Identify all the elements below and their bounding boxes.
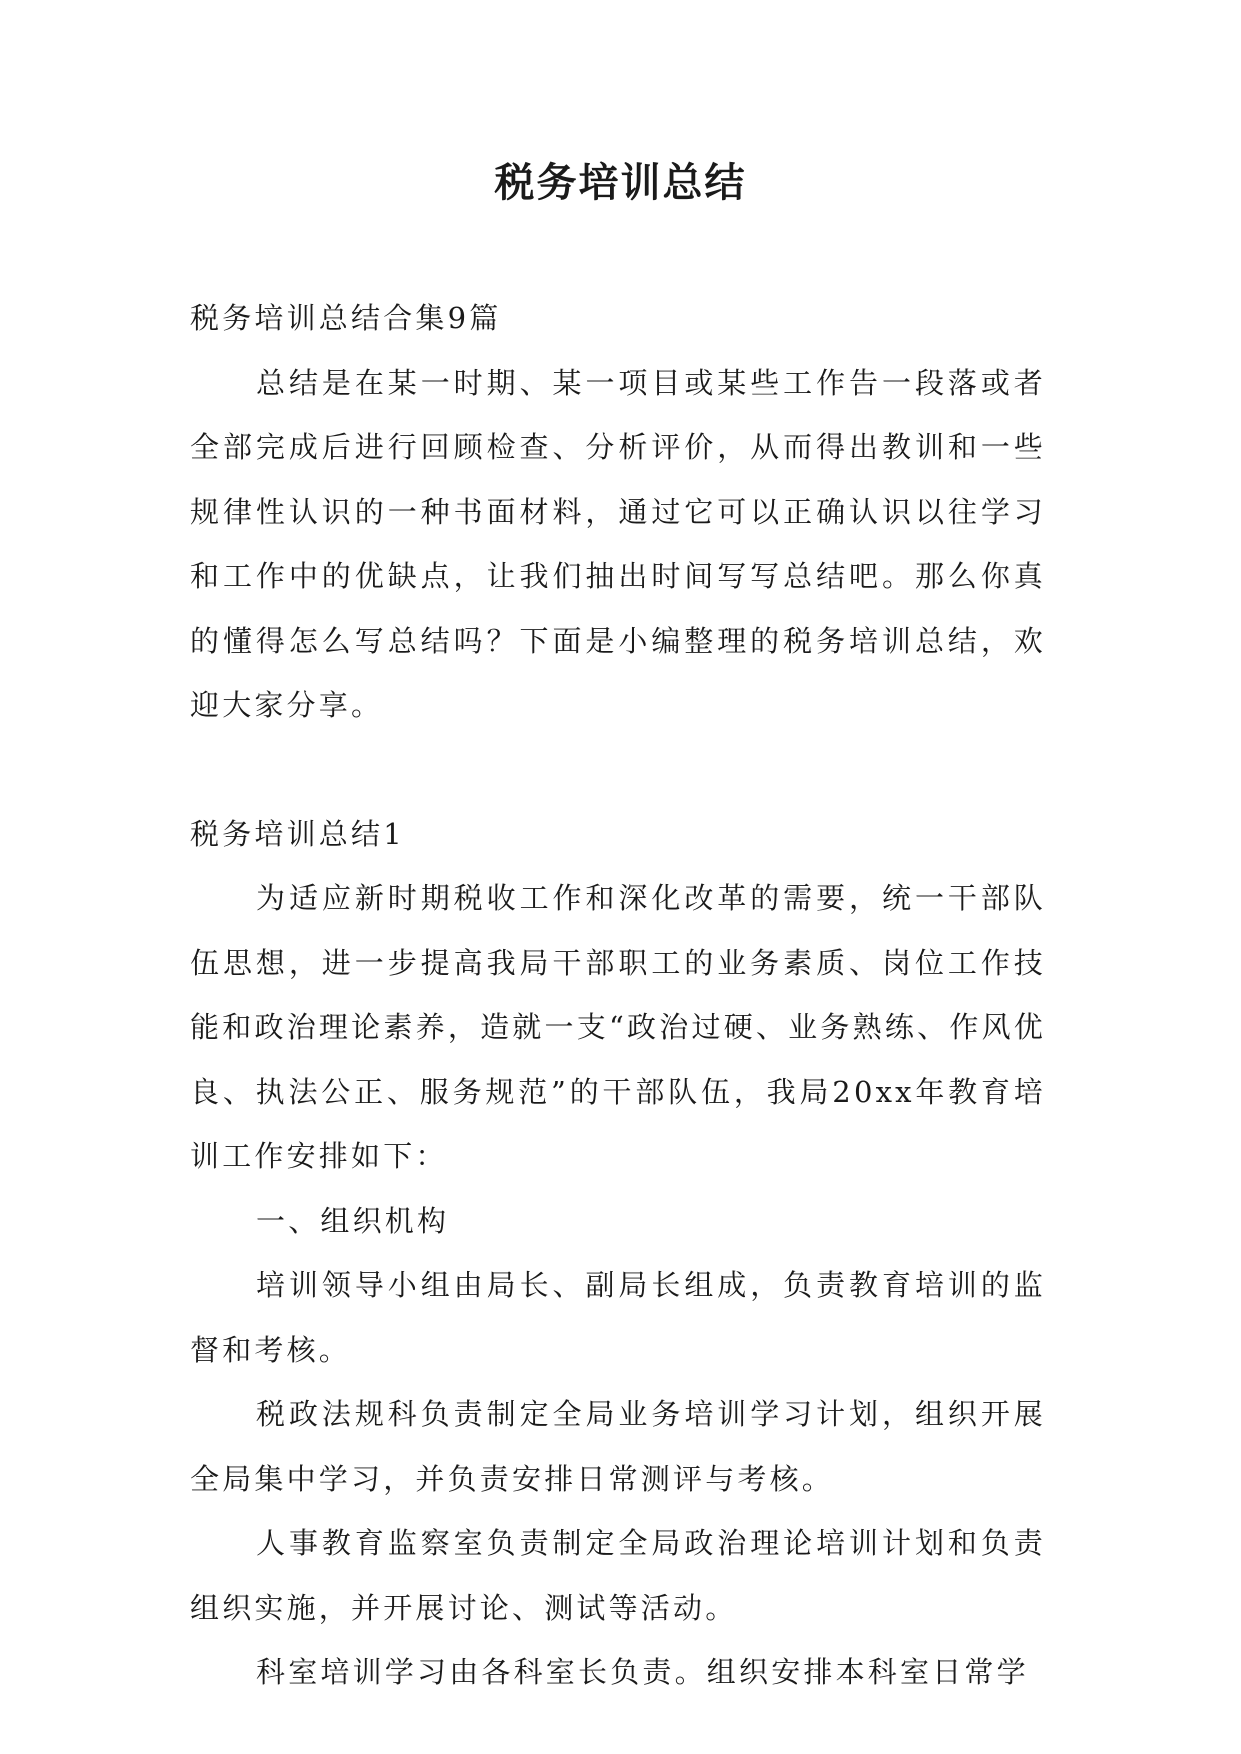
section-spacer <box>190 738 1046 802</box>
body-paragraph: 人事教育监察室负责制定全局政治理论培训计划和负责组织实施，并开展讨论、测试等活动。 <box>190 1526 1046 1625</box>
body-paragraph: 培训领导小组由局长、副局长组成，负责教育培训的监督和考核。 <box>190 1268 1046 1367</box>
intro-paragraph: 总结是在某一时期、某一项目或某些工作告一段落或者全部完成后进行回顾检查、分析评价，从而得出教训和一些规律性认识的一种书面材料，通过它可以正确认识以往学习和工作中的优缺点，让我们抽出时间写写总结吧。那么你真的懂得怎么写总结吗？下面是小编整理的税务培训总结，欢迎大家分享。 <box>190 365 1046 722</box>
body-paragraph: 科室培训学习由各科室长负责。组织安排本科室日常学 <box>256 1655 1029 1689</box>
document-title: 税务培训总结 <box>494 159 747 206</box>
document-body <box>190 286 1046 1705</box>
section-heading: 税务培训总结1 <box>190 816 405 851</box>
subsection-heading: 一、组织机构 <box>256 1203 450 1238</box>
body-paragraph: 税政法规科负责制定全局业务培训学习计划，组织开展全局集中学习，并负责安排日常测评与考核。 <box>190 1397 1046 1496</box>
body-paragraph: 为适应新时期税收工作和深化改革的需要，统一干部队伍思想，进一步提高我局干部职工的业务素质、岗位工作技能和政治理论素养，造就一支“政治过硬、业务熟练、作风优良、执法公正、服务规范”的干部队伍，我局20xx年教育培训工作安排如下： <box>190 881 1046 1173</box>
collection-heading: 税务培训总结合集9篇 <box>190 301 502 335</box>
